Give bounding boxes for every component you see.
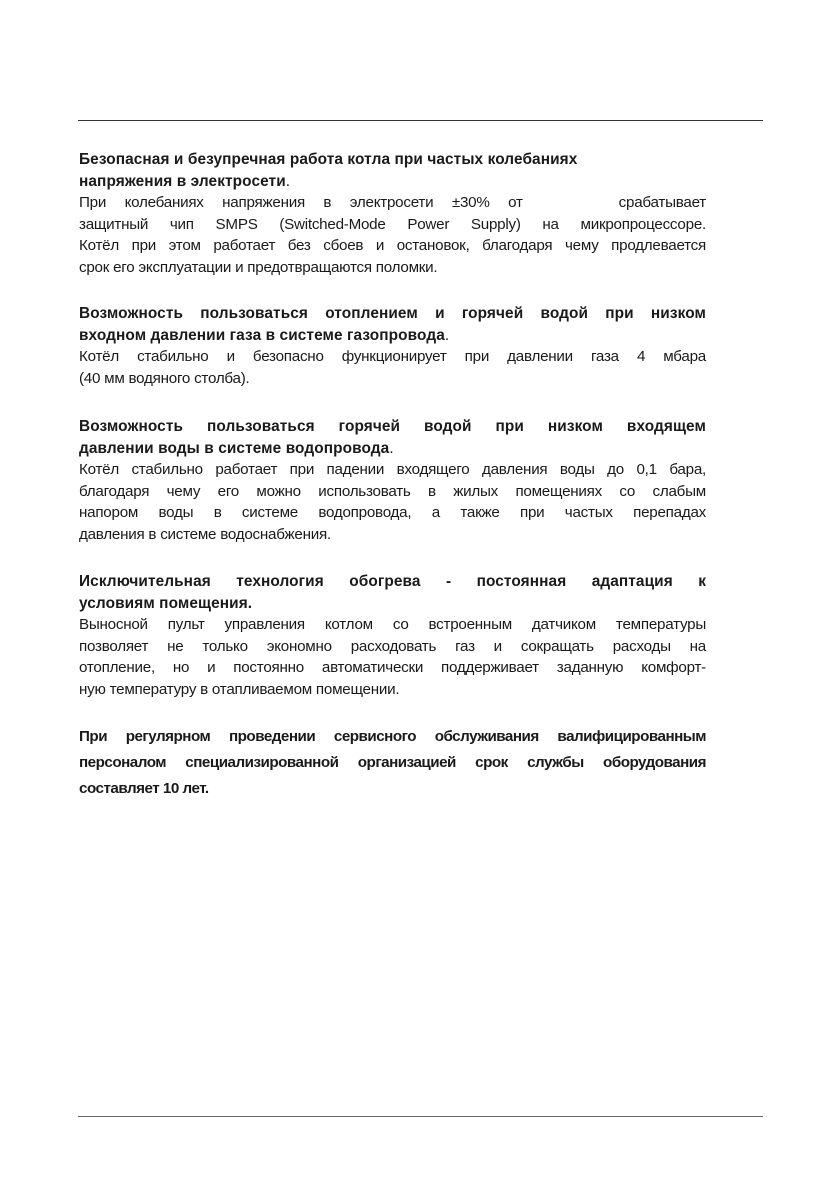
section-voltage	[79, 149, 706, 278]
body-line: защитный чип SMPS (Switched-Mode Power Supply) на микропроцессоре.	[79, 215, 706, 233]
body-line: Выносной пульт управления котлом со встроенным датчиком температуры	[79, 616, 706, 633]
service-life-note	[79, 724, 706, 802]
body-line: При колебаниях напряжения в электросети ±30% от срабатывает	[79, 194, 706, 211]
body-line: отопление, но и постоянно автоматически поддерживает заданную комфорт-	[79, 659, 706, 676]
body-line: Котёл стабильно и безопасно функционирует при давлении газа 4 мбара	[79, 348, 706, 365]
body-line: Котёл при этом работает без сбоев и остановок, благодаря чему продлевается	[79, 237, 706, 254]
heading-line: напряжения в электросети.	[79, 172, 291, 190]
body-line: напором воды в системе водопровода, а также при частых перепадах	[79, 504, 706, 521]
note-line: персоналом специализированной организацией срок службы оборудования	[79, 754, 706, 771]
note-line: составляет 10 лет.	[79, 780, 209, 797]
heading-line: давлении воды в системе водопровода.	[79, 439, 394, 457]
heading-line: Возможность пользоваться отоплением и горячей водой при низком	[79, 305, 706, 322]
section-gas-pressure	[79, 303, 706, 389]
body-line: позволяет не только экономно расходовать газ и сокращать расходы на	[79, 637, 706, 655]
body-line: давления в системе водоснабжения.	[79, 525, 331, 543]
heading-line: условиям помещения.	[79, 594, 253, 612]
heading-line: Безопасная и безупречная работа котла при частых колебаниях	[79, 151, 578, 168]
body-line: срок его эксплуатации и предотвращаются поломки.	[79, 258, 438, 276]
body-line: (40 мм водяного столба).	[79, 369, 250, 387]
note-line: При регулярном проведении сервисного обслуживания валифицированным	[79, 728, 706, 745]
bottom-rule	[78, 1116, 763, 1117]
section-water-pressure	[79, 416, 706, 545]
section-heating-technology	[79, 571, 706, 700]
body-line: ную температуру в отапливаемом помещении.	[79, 680, 400, 698]
top-rule	[78, 120, 763, 121]
body-line: Котёл стабильно работает при падении входящего давления воды до 0,1 бара,	[79, 461, 706, 478]
body-line: благодаря чему его можно использовать в жилых помещениях со слабым	[79, 482, 706, 500]
heading-line: Исключительная технология обогрева - постоянная адаптация к	[79, 573, 706, 590]
heading-line: Возможность пользоваться горячей водой при низком входящем	[79, 418, 706, 435]
heading-line: входном давлении газа в системе газопровода.	[79, 326, 450, 344]
